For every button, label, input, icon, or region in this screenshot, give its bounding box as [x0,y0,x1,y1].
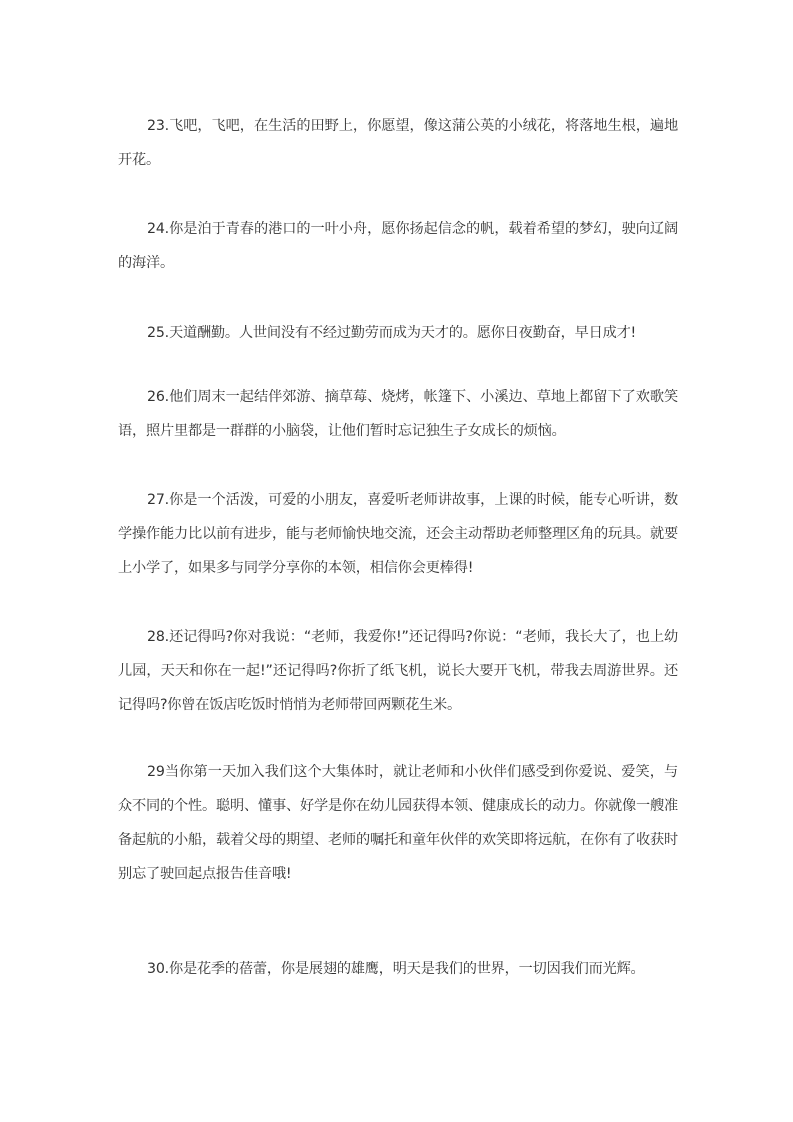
paragraph-30: 30.你是花季的蓓蕾，你是展翅的雄鹰，明天是我们的世界，一切因我们而光辉。 [147,961,645,977]
paragraph-24: 24.你是泊于青春的港口的一叶小舟，愿你扬起信念的帆，载着希望的梦幻，驶向辽阔的海洋。 [118,221,678,271]
paragraph-28: 28.还记得吗?你对我说：“老师，我爱你!”还记得吗?你说：“老师，我长大了，也上幼儿园，天天和你在一起!”还记得吗?你折了纸飞机，说长大要开飞机，带我去周游世界。还记得吗?你曾在饭店吃饭时悄悄为老师带回两颗花生米。 [118,629,678,713]
paragraph-25: 25.天道酬勤。人世间没有不经过勤劳而成为天才的。愿你日夜勤奋，早日成才! [147,325,637,341]
paragraph-29: 29当你第一天加入我们这个大集体时，就让老师和小伙伴们感受到你爱说、爱笑，与众不同的个性。聪明、懂事、好学是你在幼儿园获得本领、健康成长的动力。你就像一艘准备起航的小船，载着父母的期望、老师的嘱托和童年伙伴的欢笑即将远航，在你有了收获时别忘了驶回起点报告佳音哦! [118,764,678,882]
paragraph-23: 23.飞吧，飞吧，在生活的田野上，你愿望，像这蒲公英的小绒花，将落地生根，遍地开花。 [118,118,678,168]
paragraph-26: 26.他们周末一起结伴郊游、摘草莓、烧烤，帐篷下、小溪边、草地上都留下了欢歌笑语，照片里都是一群群的小脑袋，让他们暂时忘记独生子女成长的烦恼。 [118,389,678,439]
paragraph-27: 27.你是一个活泼，可爱的小朋友，喜爱听老师讲故事，上课的时候，能专心听讲，数学操作能力比以前有进步，能与老师愉快地交流，还会主动帮助老师整理区角的玩具。就要上小学了，如果多与同学分享你的本领，相信你会更棒得! [118,492,678,576]
